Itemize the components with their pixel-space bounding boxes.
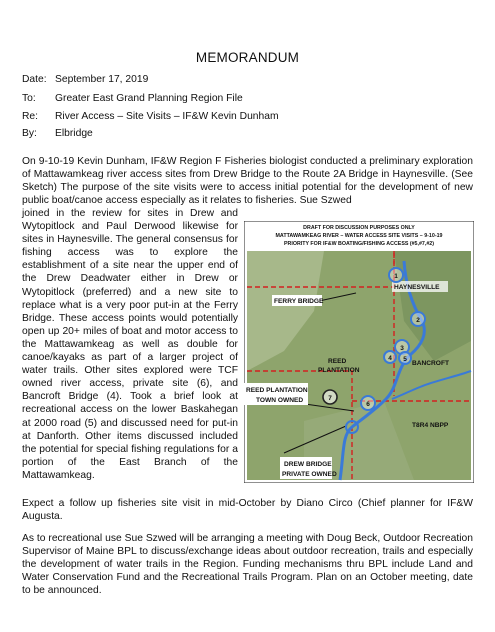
map-label-t8r4: T8R4 NBPP [412, 422, 449, 429]
to-value: Greater East Grand Planning Region File [55, 93, 243, 104]
map-heading-1: DRAFT FOR DISCUSSION PURPOSES ONLY [303, 225, 415, 231]
to-label: To: [22, 93, 36, 104]
site-label-5: 5 [403, 356, 407, 363]
site-label-3: 3 [400, 345, 404, 352]
re-line [22, 110, 279, 123]
paragraph-3: As to recreational use Sue Szwed will be arranging a meeting with Doug Beck, Outdoor Recreation Supervisor of Maine BPL to discuss/exchange ideas about outdoor recreation, trails and especially the development of water trails in the Region. Funding mechanisms thru BPL include Land and Water Conservation Fund and the Recreational Trails Program. Plan on an October meeting, date to be announced. [22, 533, 473, 597]
re-label: Re: [22, 111, 39, 122]
date-value: September 17, 2019 [55, 74, 149, 85]
site-label-2: 2 [416, 317, 420, 324]
by-value: Elbridge [55, 128, 93, 139]
paragraph-1-wrapped: joined in the review for sites in Drew and Wytopitlock and Paul Derwood likewise for sites in Haynesville. The general consensus for fishing access was to explore the establishment of a site near the upper end of the Drew Deadwater either in Drew or Wytopitlock (preferred) and a new site to replace what is a very poor put-in at the Ferry Bridge. These access points would potentially open up 20+ miles of boat and motor access to the Mattawamkeag as well as double for canoe/kayaks as part of a larger project of water trails. Other sites explored were TCF owned river access, private site (6), and Bancroft Bridge (4). Took a brief look at recreational access on the lower Baskahegan at 2000 road (5) and discussed need for put-in at Danforth. Other items discussed included the potential for special fishing regulations for a portion of the East Branch of the Mattawamkeag. [22, 208, 238, 481]
river-access-sketch-map [244, 221, 474, 483]
date-label: Date: [22, 74, 47, 85]
map-label-drew-bridge: DREW BRIDGE [284, 461, 332, 468]
map-label-private-owned: PRIVATE OWNED [282, 471, 337, 478]
map-label-ferry-bridge: FERRY BRIDGE [274, 298, 324, 305]
memo-title: MEMORANDUM [195, 50, 300, 65]
by-label: By: [22, 128, 37, 139]
map-label-reed-town-2: TOWN OWNED [256, 397, 304, 404]
map-label-bancroft: BANCROFT [412, 360, 449, 367]
site-label-4: 4 [388, 355, 392, 362]
site-label-1: 1 [394, 273, 398, 280]
map-label-reed: REED [328, 358, 347, 365]
map-heading-3: PRIORITY FOR IF&W BOATING/FISHING ACCESS (#5,#7,#2) [284, 241, 434, 247]
site-label-7: 7 [328, 395, 332, 402]
to-line [22, 92, 243, 105]
paragraph-1-intro: On 9-10-19 Kevin Dunham, IF&W Region F Fisheries biologist conducted a preliminary exploration of Mattawamkeag river access sites from Drew Bridge to the Route 2A Bridge in Haynesville. (See Sketch) The purpose of the site visits were to access initial potential for the development of new public boat/canoe access especially as it relates to fisheries. Sue Szwed [22, 156, 473, 207]
map-label-reed-town-1: REED PLANTATION [246, 387, 308, 394]
site-label-6: 6 [366, 401, 370, 408]
map-label-haynesville: HAYNESVILLE [394, 284, 440, 291]
map-label-plantation: PLANTATION [318, 367, 360, 374]
by-line [22, 127, 93, 140]
date-line [22, 73, 148, 86]
paragraph-2: Expect a follow up fisheries site visit in mid-October by Diano Circo (Chief planner for IF&W Augusta. [22, 498, 473, 523]
map-heading-2: MATTAWAMKEAG RIVER – WATER ACCESS SITE VISITS – 9-10-19 [275, 233, 443, 239]
re-value: River Access – Site Visits – IF&W Kevin Dunham [55, 111, 279, 122]
